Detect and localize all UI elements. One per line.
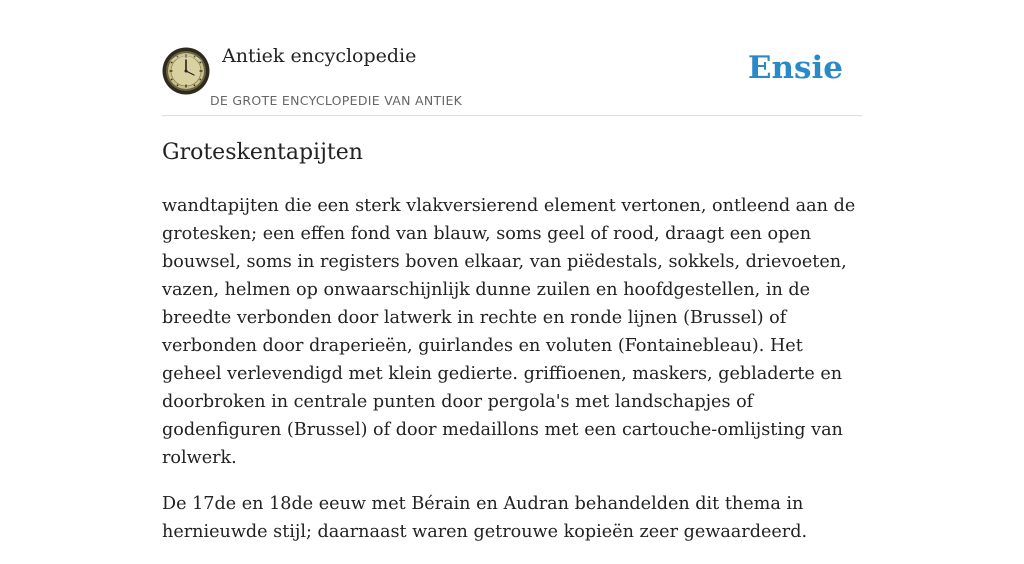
article-body	[162, 192, 862, 564]
article-paragraph-2: De 17de en 18de eeuw met Bérain en Audran behandelden dit thema in hernieuwde stijl; daarnaast waren getrouwe kopieën zeer gewaardeerd.	[162, 494, 808, 542]
content-container	[162, 0, 862, 542]
ensie-logo-link[interactable]: Ensie	[747, 50, 843, 86]
page-title: Groteskentapijten	[162, 140, 363, 165]
article-paragraph-1: wandtapijten die een sterk vlakversierend element vertonen, ontleend aan de grotesken; een effen fond van blauw, soms geel of rood, draagt een open bouwsel, soms in registers boven elkaar, van piëdestals, sokkels, drievoeten, vazen, helmen op onwaarschijnlijk dunne zuilen en hoofdgestellen, in de breedte verbonden door latwerk in rechte en ronde lijnen (Brussel) of verbonden door draperieën, guirlandes en voluten (Fontainebleau). Het geheel verlevendigd met klein gedierte. griffioenen, maskers, gebladerte en doorbroken in centrale punten door pergola's met landschapjes of godenfiguren (Brussel) of door medaillons met een cartouche-omlijsting van rolwerk.	[162, 196, 856, 468]
site-header	[162, 0, 862, 116]
site-subtitle: DE GROTE ENCYCLOPEDIE VAN ANTIEK	[210, 93, 463, 108]
site-title[interactable]: Antiek encyclopedie	[222, 45, 417, 67]
clock-icon[interactable]	[162, 47, 210, 95]
